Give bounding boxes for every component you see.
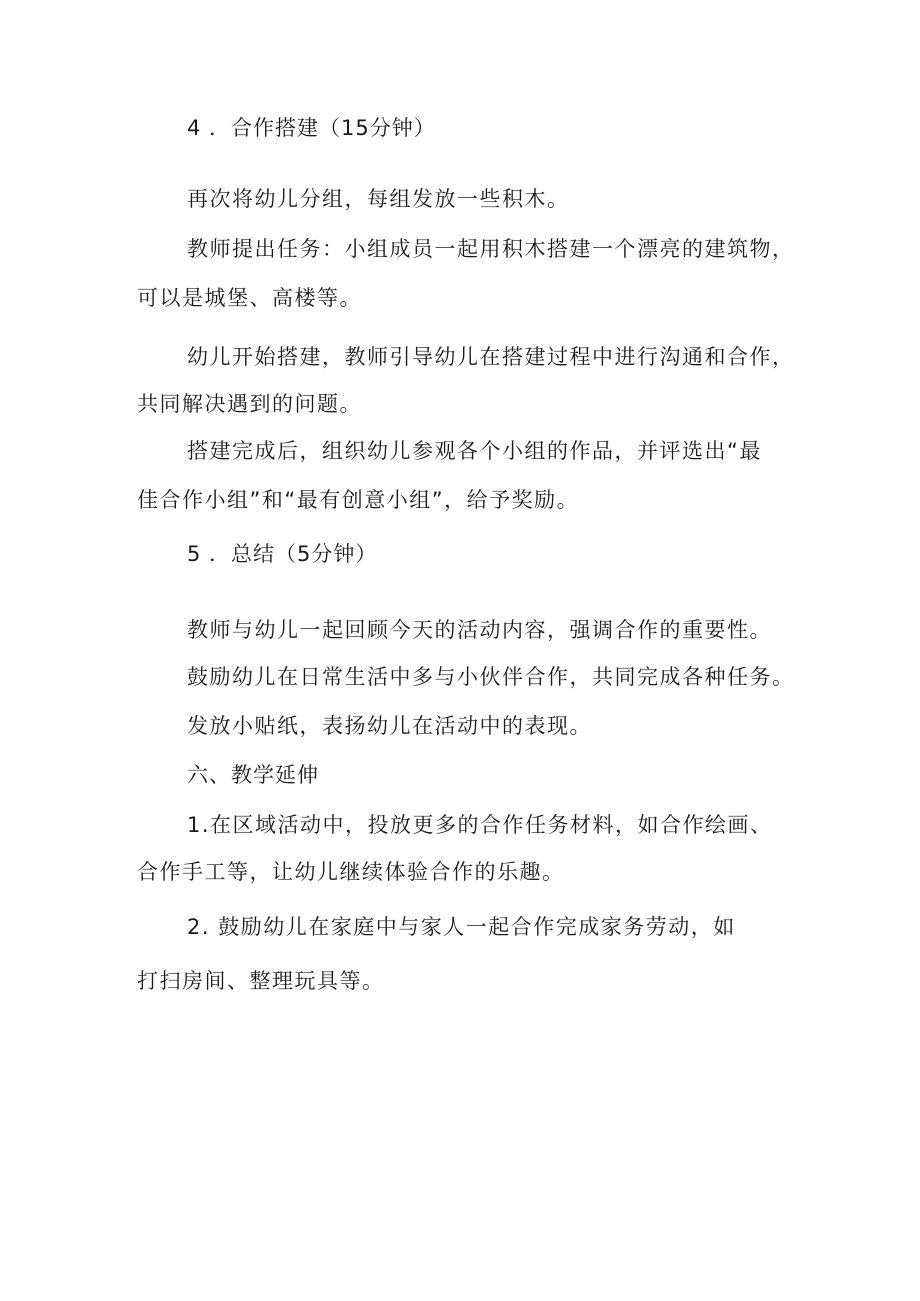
section-6-heading: 六、教学延伸 bbox=[187, 763, 319, 787]
section-4-heading: 4 ．合作搭建（15分钟） bbox=[187, 116, 436, 140]
section-4-paragraph-3-line-1: 幼儿开始搭建，教师引导幼儿在搭建过程中进行沟通和合作， bbox=[187, 345, 795, 369]
section-4-paragraph-2-line-1: 教师提出任务：小组成员一起用积木搭建一个漂亮的建筑物， bbox=[187, 237, 795, 261]
section-4-paragraph-4-line-1: 搭建完成后，组织幼儿参观各个小组的作品，并评选出“最 bbox=[187, 439, 762, 463]
section-4-paragraph-4-line-2: 佳合作小组”和“最有创意小组”，给予奖励。 bbox=[137, 488, 580, 512]
section-4-paragraph-1: 再次将幼儿分组，每组发放一些积木。 bbox=[187, 187, 570, 211]
section-6-item-2-line-1: 2. 鼓励幼儿在家庭中与家人一起合作完成家务劳动，如 bbox=[187, 915, 736, 939]
section-4-paragraph-3-line-2: 共同解决遇到的问题。 bbox=[137, 392, 362, 416]
section-6-item-1-line-1: 1.在区域活动中，投放更多的合作任务材料，如合作绘画、 bbox=[187, 813, 773, 837]
section-5-paragraph-3: 发放小贴纸，表扬幼儿在活动中的表现。 bbox=[187, 714, 592, 738]
section-6-item-2-line-2: 打扫房间、整理玩具等。 bbox=[137, 969, 385, 993]
section-5-heading: 5 ．总结（5分钟） bbox=[187, 542, 378, 566]
section-6-item-1-line-2: 合作手工等，让幼儿继续体验合作的乐趣。 bbox=[137, 860, 565, 884]
section-4-paragraph-2-line-2: 可以是城堡、高楼等。 bbox=[137, 286, 362, 310]
section-5-paragraph-2: 鼓励幼儿在日常生活中多与小伙伴合作，共同完成各种任务。 bbox=[187, 665, 795, 689]
section-5-paragraph-1: 教师与幼儿一起回顾今天的活动内容，强调合作的重要性。 bbox=[187, 618, 772, 642]
